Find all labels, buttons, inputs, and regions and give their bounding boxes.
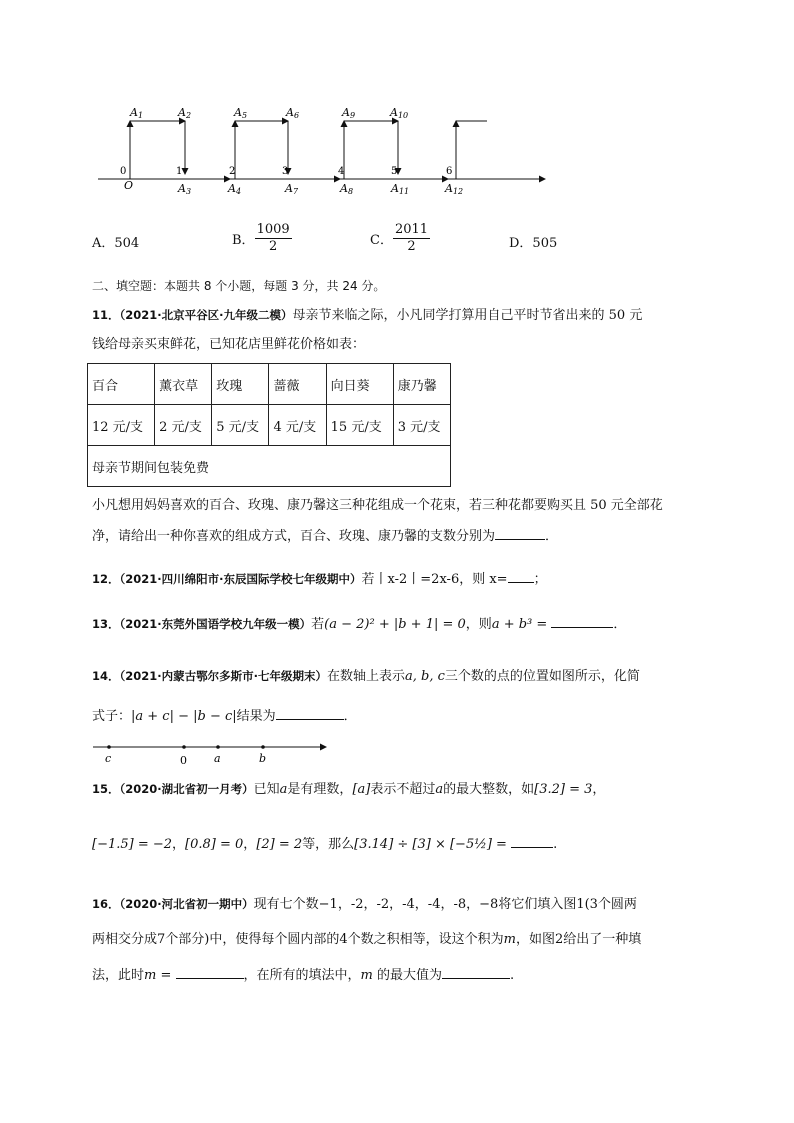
q13-source: （2021·东莞外国语学校九年级一模）: [119, 617, 312, 631]
q16-m-eq: m =: [144, 968, 172, 983]
q11-line2: 钱给母亲买束鲜花，已知花店里鲜花价格如表：: [92, 337, 366, 352]
label-A2: A2: [178, 106, 192, 120]
q14-tail: ．: [343, 709, 357, 724]
option-c-prefix: C．: [370, 233, 393, 248]
table-cell: 3 元/支: [393, 405, 450, 446]
label-A10: A10: [390, 106, 409, 120]
q12-number: 12．: [92, 572, 120, 586]
q15-ex1: [3.2] = 3: [534, 782, 593, 797]
q16-number: 16．: [92, 897, 120, 911]
q16-text3c: 的最大值为: [377, 968, 443, 983]
svg-text:5: 5: [391, 166, 398, 177]
q16-text2b: ，如图2给出了一种填: [515, 932, 642, 947]
label-A12: A12: [445, 182, 464, 196]
q14-number-line: [90, 738, 335, 768]
svg-text:1: 1: [176, 166, 183, 177]
table-cell: 2 元/支: [155, 405, 212, 446]
q14-text1b: 三个数的点的位置如图所示，化简: [444, 669, 640, 684]
q15-var-a: a: [279, 782, 288, 797]
q11-line4: [92, 527, 558, 546]
q14-expr: |a + c| − |b − c|: [131, 709, 237, 724]
label-A1: A1: [130, 106, 144, 120]
table-row: [88, 405, 451, 446]
option-b-num: 1009: [256, 222, 290, 237]
q14-text1a: 在数轴上表示: [327, 669, 406, 684]
q16-text3b: ，在所有的填法中，: [243, 968, 361, 983]
point-c: [107, 745, 111, 749]
option-b-prefix: B．: [232, 233, 255, 248]
svg-text:4: 4: [338, 166, 345, 177]
axis-label-c: c: [105, 752, 112, 765]
svg-text:0: 0: [120, 166, 127, 177]
q13-pre: 若: [311, 617, 325, 632]
table-note: 母亲节期间包装免费: [88, 446, 451, 487]
q16-var-m2: m: [360, 968, 373, 983]
q15-var-a2: a: [435, 782, 444, 797]
label-A8: A8: [340, 182, 354, 196]
q16-line2: [92, 931, 641, 949]
section-heading: 二、填空题：本题共 8 个小题，每题 3 分，共 24 分。: [92, 279, 386, 293]
option-c: [370, 222, 430, 255]
q15-text1a: 已知: [253, 782, 280, 797]
q14-text2b: 结果为: [236, 709, 276, 724]
q13-expr: (a − 2)² + |b + 1| = 0: [324, 617, 466, 632]
svg-text:6: 6: [446, 166, 453, 177]
q13-line: [92, 615, 626, 634]
table-cell: 玫瑰: [212, 364, 269, 405]
q16-text1b: 将它们填入图1(3个圆两: [498, 897, 637, 912]
label-A5: A5: [234, 106, 248, 120]
label-A11: A11: [391, 182, 410, 196]
answer-blank[interactable]: [551, 615, 613, 628]
answer-blank[interactable]: [176, 966, 244, 979]
q15-ex2: [−1.5] = −2: [92, 837, 173, 852]
table-cell: 5 元/支: [212, 405, 269, 446]
q14-vars: a, b, c: [405, 669, 445, 684]
option-b-fraction: [255, 222, 292, 255]
q11-text4: 净，请给出一种你喜欢的组成方式，百合、玫瑰、康乃馨的支数分别为: [92, 529, 496, 544]
q16-text1a: 现有七个数: [253, 897, 319, 912]
axis-label-a: a: [214, 752, 221, 765]
q16-source: （2020·河北省初一期中）: [119, 897, 254, 911]
q15-ex4: [2] = 2: [256, 837, 303, 852]
q13-number: 13．: [92, 617, 120, 631]
q14-number: 14．: [92, 669, 120, 683]
label-A3: A3: [178, 182, 192, 196]
option-b-den: 2: [268, 239, 278, 254]
q13-expr2: a + b³ =: [491, 617, 548, 632]
q11-line3: 小凡想用妈妈喜欢的百合、玫瑰、康乃馨这三种花组成一个花束，若三种花都要购买且 50 元全部花: [92, 498, 663, 513]
answer-blank[interactable]: [276, 707, 344, 720]
option-c-num: 2011: [394, 222, 429, 237]
q16-line3: [92, 966, 514, 985]
table-cell: 薰衣草: [155, 364, 212, 405]
q16-var-m: m: [503, 932, 516, 947]
answer-blank[interactable]: [508, 570, 534, 583]
option-a: A．504: [92, 236, 140, 251]
q11-period: ．: [545, 529, 559, 544]
q12-line: [92, 570, 547, 589]
q15-text2b: 等，那么: [302, 837, 355, 852]
option-b: [232, 222, 292, 255]
point-zero: [182, 745, 186, 749]
q15-expr: [3.14] ÷ [3] × [−5½] =: [354, 837, 507, 852]
q12-tail: ；: [533, 572, 547, 587]
q16-line1: [92, 895, 637, 914]
answer-blank[interactable]: [442, 966, 510, 979]
q14-source: （2021·内蒙古鄂尔多斯市·七年级期末）: [119, 669, 328, 683]
step-path-figure: [90, 100, 560, 200]
q15-text1c: 表示不超过: [370, 782, 436, 797]
q15-source: （2020·湖北省初一月考）: [119, 782, 254, 796]
label-O: O: [124, 179, 134, 192]
table-row: [88, 446, 451, 487]
label-A4: A4: [228, 182, 242, 196]
axis-label-b: b: [259, 752, 267, 765]
table-cell: 康乃馨: [393, 364, 450, 405]
point-b: [261, 745, 265, 749]
svg-text:3: 3: [282, 166, 289, 177]
q12-text: 若丨x-2丨=2x-6，则 x=: [361, 572, 508, 587]
label-A7: A7: [285, 182, 299, 196]
table-cell: 向日葵: [326, 364, 393, 405]
q16-nums: −1，-2，-2，-4，-4，-8，−8: [318, 897, 499, 912]
q14-line2: [92, 707, 357, 726]
q13-mid: ，则: [465, 617, 492, 632]
q15-ex3: [0.8] = 0: [185, 837, 244, 852]
table-row: [88, 364, 451, 405]
point-a: [216, 745, 220, 749]
q15-bracket-a: [a]: [352, 782, 371, 797]
answer-blank[interactable]: [511, 835, 553, 848]
q11-line1: [92, 306, 642, 325]
option-d: D．505: [509, 236, 558, 251]
q16-text2: 两相交分成7个部分)中，使得每个圆内部的4个数之积相等，设这个积为: [92, 932, 504, 947]
q11-number: 11．: [92, 308, 120, 322]
label-A6: A6: [286, 106, 300, 120]
option-c-fraction: [393, 222, 430, 255]
label-A9: A9: [342, 106, 356, 120]
q11-source: （2021·北京平谷区·九年级二模）: [119, 308, 293, 322]
q16-tail: .: [510, 968, 515, 983]
axis-label-zero: 0: [180, 754, 187, 767]
table-cell: 15 元/支: [326, 405, 393, 446]
answer-blank[interactable]: [495, 527, 545, 540]
svg-text:2: 2: [229, 166, 236, 177]
table-cell: 12 元/支: [88, 405, 155, 446]
q15-number: 15．: [92, 782, 120, 796]
table-cell: 4 元/支: [269, 405, 326, 446]
q15-text1d: 的最大整数，如: [443, 782, 535, 797]
q11-text1: 母亲节来临之际，小凡同学打算用自己平时节省出来的 50 元: [292, 308, 643, 323]
q16-text3a: 法，此时: [92, 968, 145, 983]
flower-price-table: [87, 363, 451, 487]
q15-tail: .: [553, 837, 558, 852]
q13-tail: ．: [613, 617, 627, 632]
option-c-den: 2: [407, 239, 416, 254]
q15-line1: 15．（2020·湖北省初一月考）已知a是有理数，[a]表示不超过a的最大整数，如[3.2] = 3，: [92, 782, 606, 797]
q14-text2a: 式子：: [92, 709, 132, 724]
q15-text1b: 是有理数，: [287, 782, 353, 797]
q15-line2: [−1.5] = −2，[0.8] = 0，[2] = 2等，那么[3.14] ÷ [3] × [−5½] = .: [92, 837, 558, 852]
table-cell: 百合: [88, 364, 155, 405]
q14-line1: [92, 667, 640, 686]
table-cell: 蔷薇: [269, 364, 326, 405]
q12-source: （2021·四川绵阳市·东辰国际学校七年级期中）: [119, 572, 362, 586]
